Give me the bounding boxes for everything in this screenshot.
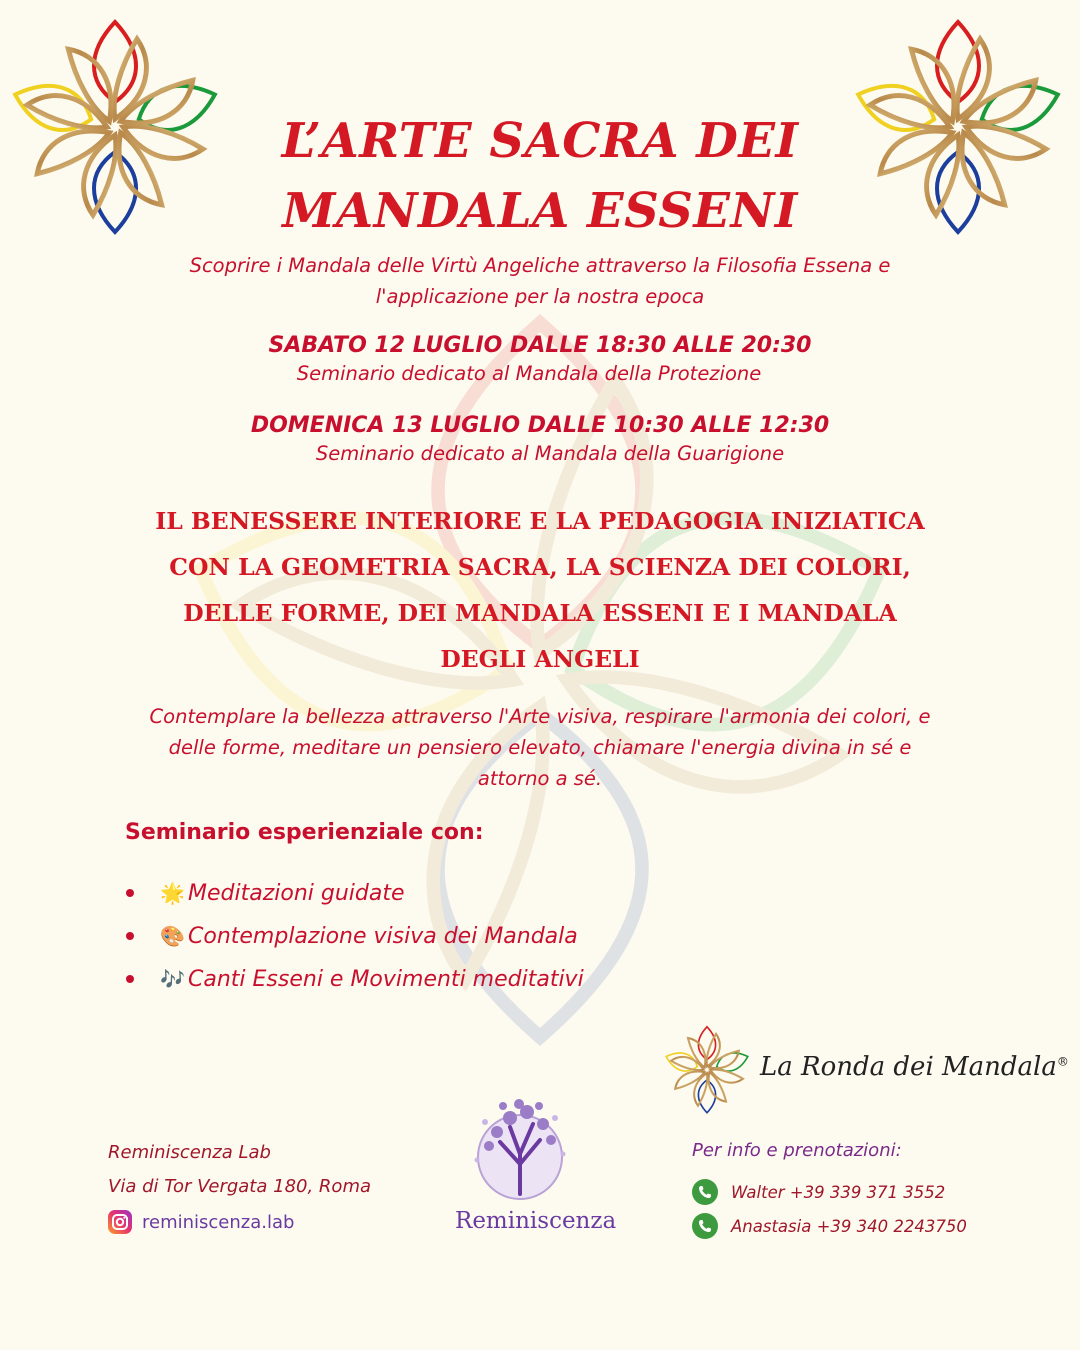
- list-item-label: Canti Esseni e Movimenti meditativi: [188, 967, 584, 992]
- phone-icon: [692, 1213, 718, 1239]
- theme-line: CON LA GEOMETRIA SACRA, LA SCIENZA DEI COLORI,: [169, 553, 911, 581]
- paragraph-line: delle forme, meditare un pensiero elevato, chiamare l'energia divina in sé e: [168, 736, 912, 759]
- brand-name-text: La Ronda dei Mandala: [760, 1052, 1057, 1082]
- instagram-link[interactable]: [108, 1210, 294, 1234]
- theme-heading: [0, 498, 1080, 682]
- event-date: SABATO 12 LUGLIO DALLE 18:30 ALLE 20:30: [268, 333, 812, 358]
- venue-info: [108, 1136, 371, 1204]
- brand-name: [760, 1052, 1069, 1082]
- paragraph-line: Contemplare la bellezza attraverso l'Arte visiva, respirare l'armonia dei colori, e: [149, 705, 931, 728]
- ronda-mandala-logo-icon: [662, 1024, 752, 1116]
- subtitle: [0, 250, 1080, 312]
- event-sunday: [0, 411, 1080, 467]
- list-item-label: Contemplazione visiva dei Mandala: [188, 924, 578, 949]
- list-item: [126, 958, 584, 1001]
- subtitle-line-2: l'applicazione per la nostra epoca: [375, 285, 705, 308]
- contact-label: Anastasia +39 340 2243750: [731, 1216, 967, 1236]
- contact-anastasia[interactable]: [692, 1213, 967, 1239]
- contacts-heading: Per info e prenotazioni:: [692, 1140, 902, 1161]
- bullet-icon: [126, 975, 134, 983]
- contemplate-paragraph: [0, 701, 1080, 794]
- star-icon: 🌟: [160, 881, 185, 905]
- instagram-icon: [108, 1210, 132, 1234]
- music-notes-icon: 🎶: [160, 967, 185, 991]
- page-title: [0, 106, 1080, 246]
- theme-line: DELLE FORME, DEI MANDALA ESSENI E I MANDALA: [183, 599, 897, 627]
- phone-icon: [692, 1179, 718, 1205]
- theme-line: IL BENESSERE INTERIORE E LA PEDAGOGIA INIZIATICA: [155, 507, 925, 535]
- event-saturday: [0, 331, 1080, 387]
- bullet-icon: [126, 932, 134, 940]
- event-description: Seminario dedicato al Mandala della Protezione: [296, 362, 762, 385]
- list-item: [126, 872, 584, 915]
- paragraph-line: attorno a sé.: [477, 767, 603, 790]
- contact-label: Walter +39 339 371 3552: [731, 1182, 946, 1202]
- event-date: DOMENICA 13 LUGLIO DALLE 10:30 ALLE 12:30: [250, 413, 830, 438]
- seminar-heading: Seminario esperienziale con:: [125, 820, 484, 845]
- list-item: [126, 915, 584, 958]
- contacts: [692, 1140, 967, 1239]
- contact-walter[interactable]: [692, 1179, 967, 1205]
- title-line-1: L’ARTE SACRA DEI: [281, 113, 799, 169]
- list-item-label: Meditazioni guidate: [188, 881, 405, 906]
- subtitle-line-1: Scoprire i Mandala delle Virtù Angeliche attraverso la Filosofia Essena e: [189, 254, 891, 277]
- venue-name: Reminiscenza Lab: [108, 1142, 271, 1163]
- registered-mark: ®: [1056, 1054, 1069, 1069]
- event-description: Seminario dedicato al Mandala della Guarigione: [315, 442, 785, 465]
- reminiscenza-tree-logo-icon: [455, 1082, 585, 1212]
- title-line-2: MANDALA ESSENI: [282, 183, 798, 239]
- reminiscenza-logo-text: Reminiscenza: [455, 1208, 617, 1234]
- theme-line: DEGLI ANGELI: [440, 645, 640, 673]
- venue-address: Via di Tor Vergata 180, Roma: [108, 1176, 372, 1197]
- seminar-list: [126, 872, 584, 1001]
- palette-icon: 🎨: [160, 924, 185, 948]
- bullet-icon: [126, 889, 134, 897]
- instagram-handle: reminiscenza.lab: [142, 1211, 295, 1233]
